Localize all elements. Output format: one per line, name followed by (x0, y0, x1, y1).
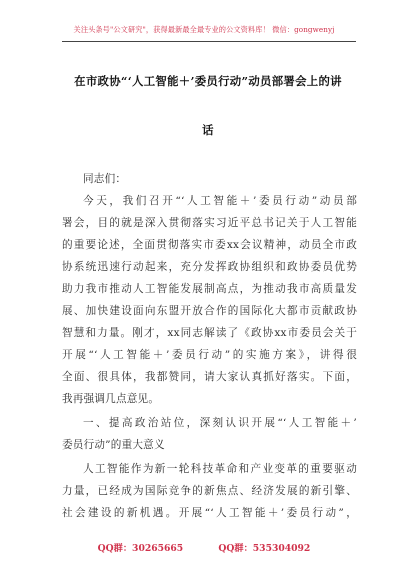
document-title-line-1: 在市政协“‘人工智能＋’委员行动”动员部署会上的讲 (74, 74, 342, 88)
paragraph-line: 我再强调几点意见。 (62, 393, 160, 405)
paragraph-line: 今天，我们召开“‘人工智能＋’委员行动”动员部 (83, 195, 357, 207)
footer-qq-group-1: QQ群：30265665 (97, 543, 184, 554)
paragraph-line: 助力我市推动人工智能发展制高点，为推动我市高质量发 (62, 283, 357, 295)
section-heading-line: 一、提高政治站位，深刻认识开展“‘人工智能＋’ (83, 417, 357, 429)
paragraph-line: 力量，已经成为国际竞争的新焦点、经济发展的新引擎、 (62, 485, 357, 497)
paragraph-line: 智慧和力量。刚才，xx同志解读了《政协xx市委员会关于 (62, 327, 357, 339)
salutation: 同志们： (83, 173, 127, 185)
header-banner: 关注头条号"公文研究"，获得最新最全最专业的公文资料库！ 微信：gongwenyj (73, 25, 335, 34)
header-divider (62, 41, 356, 42)
footer-qq-group-2: QQ群：535304092 (218, 543, 311, 554)
paragraph-line: 全面、很具体，我都赞同，请大家认真抓好落实。下面， (62, 371, 357, 383)
document-title-line-2: 话 (202, 123, 214, 137)
paragraph-line: 人工智能作为新一轮科技革命和产业变革的重要驱动 (83, 463, 357, 475)
paragraph-line: 社会建设的新机遇。开展“‘人工智能＋’委员行动”， (62, 507, 357, 519)
footer-contact (0, 540, 408, 554)
paragraph-line: 的重要论述，全面贯彻落实市委xx会议精神，动员全市政 (62, 239, 357, 251)
paragraph-line: 展、加快建设面向东盟开放合作的国际化大都市贡献政协 (62, 305, 357, 317)
paragraph-line: 署会，目的就是深入贯彻落实习近平总书记关于人工智能 (62, 217, 357, 229)
paragraph-line: 开展“‘人工智能＋’委员行动”的实施方案》，讲得很 (62, 349, 357, 361)
section-heading-line: 委员行动”的重大意义 (62, 439, 165, 451)
paragraph-line: 协系统迅速行动起来，充分发挥政协组织和政协委员优势 (62, 261, 357, 273)
